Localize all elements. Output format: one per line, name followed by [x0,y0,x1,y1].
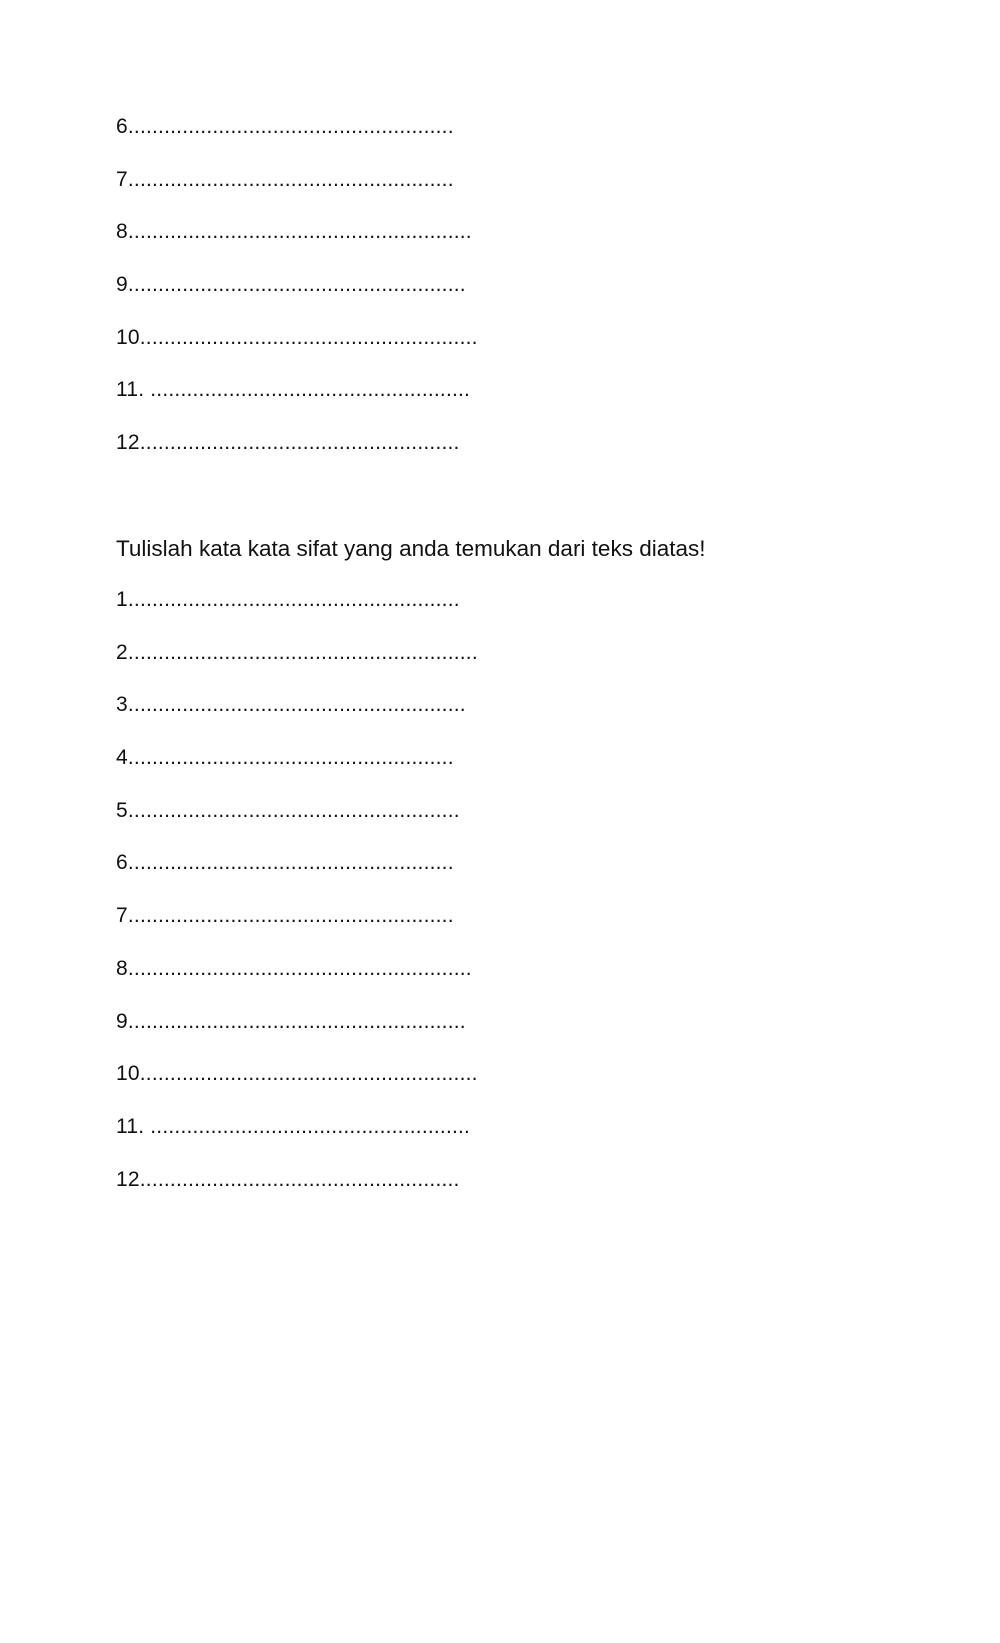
adjective-line-9: 9........................................................ [116,1009,466,1033]
answer-line-9: 9........................................................ [116,273,466,297]
adjective-line-11: 11. ..................................................... [116,1114,471,1138]
answer-line-8: 8......................................................... [116,220,472,244]
adjective-line-3: 3........................................................ [116,693,466,717]
adjective-line-5: 5....................................................... [116,798,460,822]
answer-list-continued [116,114,478,483]
answer-line-6: 6...................................................... [116,115,454,138]
answer-line-12: 12..................................................... [116,431,460,455]
adjective-line-10: 10........................................................ [116,1062,478,1086]
answer-line-7: 7...................................................... [116,167,454,191]
adjective-line-12: 12..................................................... [116,1167,460,1191]
adjective-line-6: 6...................................................... [116,851,454,875]
instruction-text: Tulislah kata kata sifat yang anda temukan dari teks diatas! [116,536,706,561]
adjective-line-1: 1....................................................... [116,588,460,611]
answer-line-10: 10........................................................ [116,325,478,349]
adjective-section [116,535,706,1219]
answer-line-11: 11. ..................................................... [116,378,471,402]
adjective-line-7: 7...................................................... [116,904,454,928]
adjective-line-8: 8......................................................... [116,956,472,980]
adjective-line-2: 2.......................................................... [116,640,478,664]
adjective-line-4: 4...................................................... [116,746,454,770]
